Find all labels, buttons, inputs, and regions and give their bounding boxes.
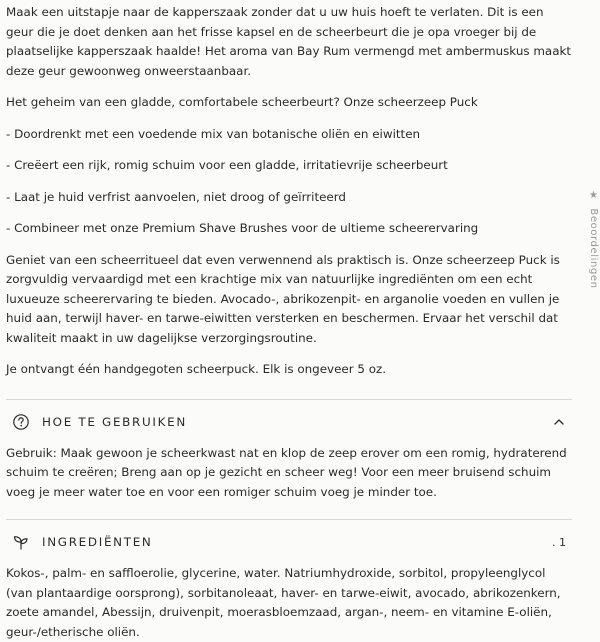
bullet-item: - Doordrenkt met een voedende mix van botanische oliën en eiwitten <box>6 126 421 141</box>
how-to-use-title: HOE TE GEBRUIKEN <box>42 414 187 429</box>
ingredients-accordion-header[interactable] <box>6 520 572 564</box>
bullet-item: - Creëert een rijk, romig schuim voor een gladde, irritatievrije scheerbeurt <box>6 158 448 172</box>
question-icon <box>12 413 30 431</box>
ingredients-badge: . 1 <box>552 535 566 549</box>
bullet-item: - Combineer met onze Premium Shave Brushes voor de ultieme scheerervaring <box>6 221 479 235</box>
reviews-side-tab[interactable] <box>588 190 599 289</box>
how-to-use-body: Gebruik: Maak gewoon je scheerkwast nat en klop de zeep erover om een romig, hydraterend schuim te creëren; Breng aan op je gezicht en scheer weg! Voor een meer bruisend schuim voeg je meer water toe en voor een romiger schuim voeg je minder toe. <box>6 445 567 499</box>
ingredients-title: INGREDIËNTEN <box>42 535 153 549</box>
star-icon: ★ <box>588 190 599 202</box>
sprout-icon <box>12 533 30 551</box>
ritual-paragraph: Geniet van een scheerritueel dat even verwennend als praktisch is. Onze scheerzeep Puck is zorgvuldig vervaardigd met een krachtige mix van natuurlijke ingrediënten om een echt luxueuze scheerervaring te bieden. Avocado-, abrikozenpit- en arganolie voeden en vullen je huid aan, terwijl haver- en tarwe-eiwitten versterken en beschermen. Ervaar het verschil dat kwaliteit maakt in uw dagelijkse verzorgingsroutine. <box>6 252 560 345</box>
ingredients-body: Kokos-, palm- en saffloerolie, glycerine, water. Natriumhydroxide, sorbitol, propyleenglycol (van plantaardige oorsprong), sorbitanoleaat, haver- en tarwe-eiwit, avocado, abrikozenkern, zoete amandel, Abessijn, druivenpit, moerasbloemzaad, argan-, neem- en vitamine E-oliën, geur-/etherische oliën. <box>6 566 561 639</box>
how-to-use-accordion-header[interactable] <box>6 400 572 444</box>
receive-paragraph: Je ontvangt één handgegoten scheerpuck. Elk is ongeveer 5 oz. <box>6 362 387 376</box>
intro-paragraph: Maak een uitstapje naar de kapperszaak zonder dat u uw huis hoeft te verlaten. Dit is een geur die je doet denken aan het frisse kapsel en de scheerbeurt die je opa vroeger bij de plaatselijke kapperszaak haalde! Het aroma van Bay Rum vermengd met ambermuskus maakt deze geur gewoonweg onweerstaanbaar. <box>6 5 572 78</box>
bullet-item: - Laat je huid verfrist aanvoelen, niet droog of geïrriteerd <box>6 189 346 204</box>
product-description <box>6 0 572 642</box>
secret-heading: Het geheim van een gladde, comfortabele scheerbeurt? Onze scheerzeep Puck <box>6 95 478 109</box>
reviews-tab-label: Beoordelingen <box>588 208 599 289</box>
chevron-up-icon[interactable] <box>552 415 566 429</box>
